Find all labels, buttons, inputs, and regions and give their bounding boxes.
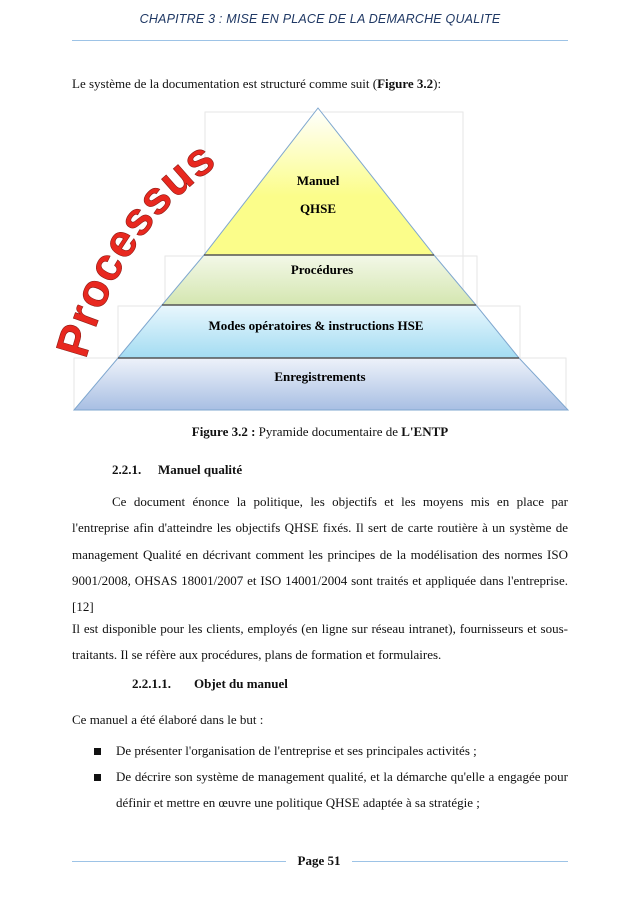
section-heading: [112, 462, 242, 478]
pyramid-level-records: [74, 358, 568, 410]
pyramid-label-modes: Modes opératoires & instructions HSE: [208, 318, 424, 333]
caption-text: Pyramide documentaire de: [255, 424, 402, 439]
footer-rule-right: [352, 861, 568, 862]
intro-lead: Le système de la documentation est structuré comme suit (: [72, 76, 378, 91]
lead-text: Ce manuel a été élaboré dans le but :: [72, 712, 264, 727]
section-number: 2.2.1.: [112, 462, 142, 477]
chapter-header: CHAPITRE 3 : MISE EN PLACE DE LA DEMARCHE QUALITE: [139, 12, 501, 26]
footer-rule-left: [72, 861, 286, 862]
intro-end: ):: [433, 76, 442, 91]
processus-arc-text: Processus: [45, 130, 225, 363]
caption-bold: L'ENTP: [401, 424, 449, 439]
bullet-square-icon: [94, 748, 101, 755]
caption-prefix: Figure 3.2 :: [191, 424, 256, 439]
subsection-number: 2.2.1.1.: [132, 676, 171, 691]
page-number: Page 51: [297, 853, 341, 868]
section-title: Manuel qualité: [158, 462, 243, 477]
pyramid-label-manuel: Manuel: [296, 173, 340, 188]
pyramid-label-procedures: Procédures: [290, 262, 354, 277]
bullet-square-icon: [94, 774, 101, 781]
paragraph-1: Ce document énonce la politique, les objectifs et les moyens mis en place par l'entreprise afin d'atteindre les objectifs QHSE fixés. Il sert de carte routière à un système de management Qualité en décrivant comment les principes de la modélisation des normes ISO 9001/2008, OHSAS 18001/2007 et ISO 14001/2004 sont traités et appliquée dans l'entreprise. [12]: [72, 494, 568, 615]
documentation-pyramid: [0, 0, 638, 420]
subsection-title: Objet du manuel: [194, 676, 288, 691]
pyramid-label-qhse: QHSE: [299, 201, 337, 216]
list-item: De présenter l'organisation de l'entreprise et ses principales activités ;: [92, 738, 568, 764]
intro-figure-ref: Figure 3.2: [377, 76, 434, 91]
pyramid-label-records: Enregistrements: [274, 369, 366, 384]
paragraph-2: Il est disponible pour les clients, employés (en ligne sur réseau intranet), fournisseurs et sous-traitants. Il se réfère aux procédures, plans de formation et formulaires.: [72, 621, 568, 663]
subsection-heading: [132, 676, 288, 692]
list-item: De décrire son système de management qualité, et la démarche qu'elle a engagée pour définir et mettre en œuvre une politique QHSE adaptée à sa stratégie ;: [92, 764, 568, 817]
figure-caption: [72, 424, 568, 440]
